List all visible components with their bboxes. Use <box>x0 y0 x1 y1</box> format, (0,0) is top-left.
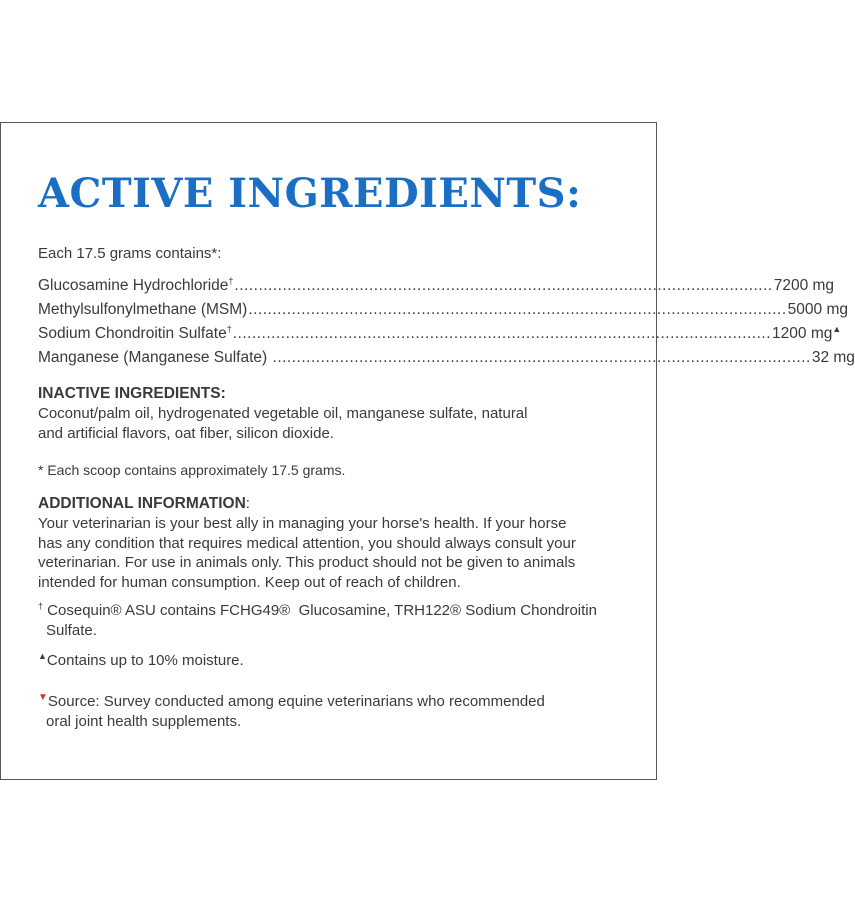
ingredient-amount: 1200 mg▲ <box>772 323 842 342</box>
dot-leader: ................................................................................................................ <box>232 325 772 342</box>
ingredient-amount: 5000 mg <box>787 301 848 318</box>
ingredient-name: Manganese (Manganese Sulfate) <box>38 349 272 366</box>
inactive-ingredients-heading: INACTIVE INGREDIENTS: <box>38 385 226 402</box>
ingredient-name: Sodium Chondroitin Sulfate† <box>38 323 232 342</box>
ingredient-name: Glucosamine Hydrochloride† <box>38 275 234 294</box>
ingredient-amount: 7200 mg <box>773 277 835 294</box>
triangle-up-icon: ▲ <box>832 323 842 334</box>
page-title: ACTIVE INGREDIENTS: <box>38 170 582 217</box>
scoop-footnote: * Each scoop contains approximately 17.5 grams. <box>38 462 346 478</box>
dot-leader: ................................................................................................................ <box>248 301 787 318</box>
ingredient-row <box>38 322 842 346</box>
serving-size: Each 17.5 grams contains*: <box>38 245 222 262</box>
source-footnote: ▼Source: Survey conducted among equine veterinarians who recommended oral joint health supplements. <box>38 692 545 730</box>
dagger-footnote: † Cosequin® ASU contains FCHG49® Glucosamine, TRH122® Sodium Chondroitin Sulfate. <box>38 601 597 639</box>
ingredient-row <box>38 346 855 370</box>
ingredient-list <box>38 274 855 370</box>
inactive-ingredients-text: Coconut/palm oil, hydrogenated vegetable oil, manganese sulfate, natural and artificial flavors, oat fiber, silicon dioxide. <box>38 405 528 442</box>
ingredient-row <box>38 298 848 322</box>
triangle-down-icon: ▼ <box>38 692 48 703</box>
additional-info-heading: ADDITIONAL INFORMATION: <box>38 495 250 512</box>
ingredient-amount: 32 mg <box>811 349 855 366</box>
ingredient-row <box>38 274 835 298</box>
dot-leader: ................................................................................................................ <box>272 349 811 366</box>
moisture-footnote: ▲Contains up to 10% moisture. <box>38 651 244 669</box>
ingredients-panel <box>0 122 657 780</box>
dot-leader: ................................................................................................................ <box>234 277 773 294</box>
ingredient-name: Methylsulfonylmethane (MSM) <box>38 301 248 318</box>
triangle-up-icon: ▲ <box>38 651 47 661</box>
additional-info-text: Your veterinarian is your best ally in managing your horse's health. If your horse has any condition that requires medical attention, you should always consult your veterinarian. For use in animals only. This product should not be given to animals intended for human consumption. Keep out of reach of children. <box>38 515 576 591</box>
